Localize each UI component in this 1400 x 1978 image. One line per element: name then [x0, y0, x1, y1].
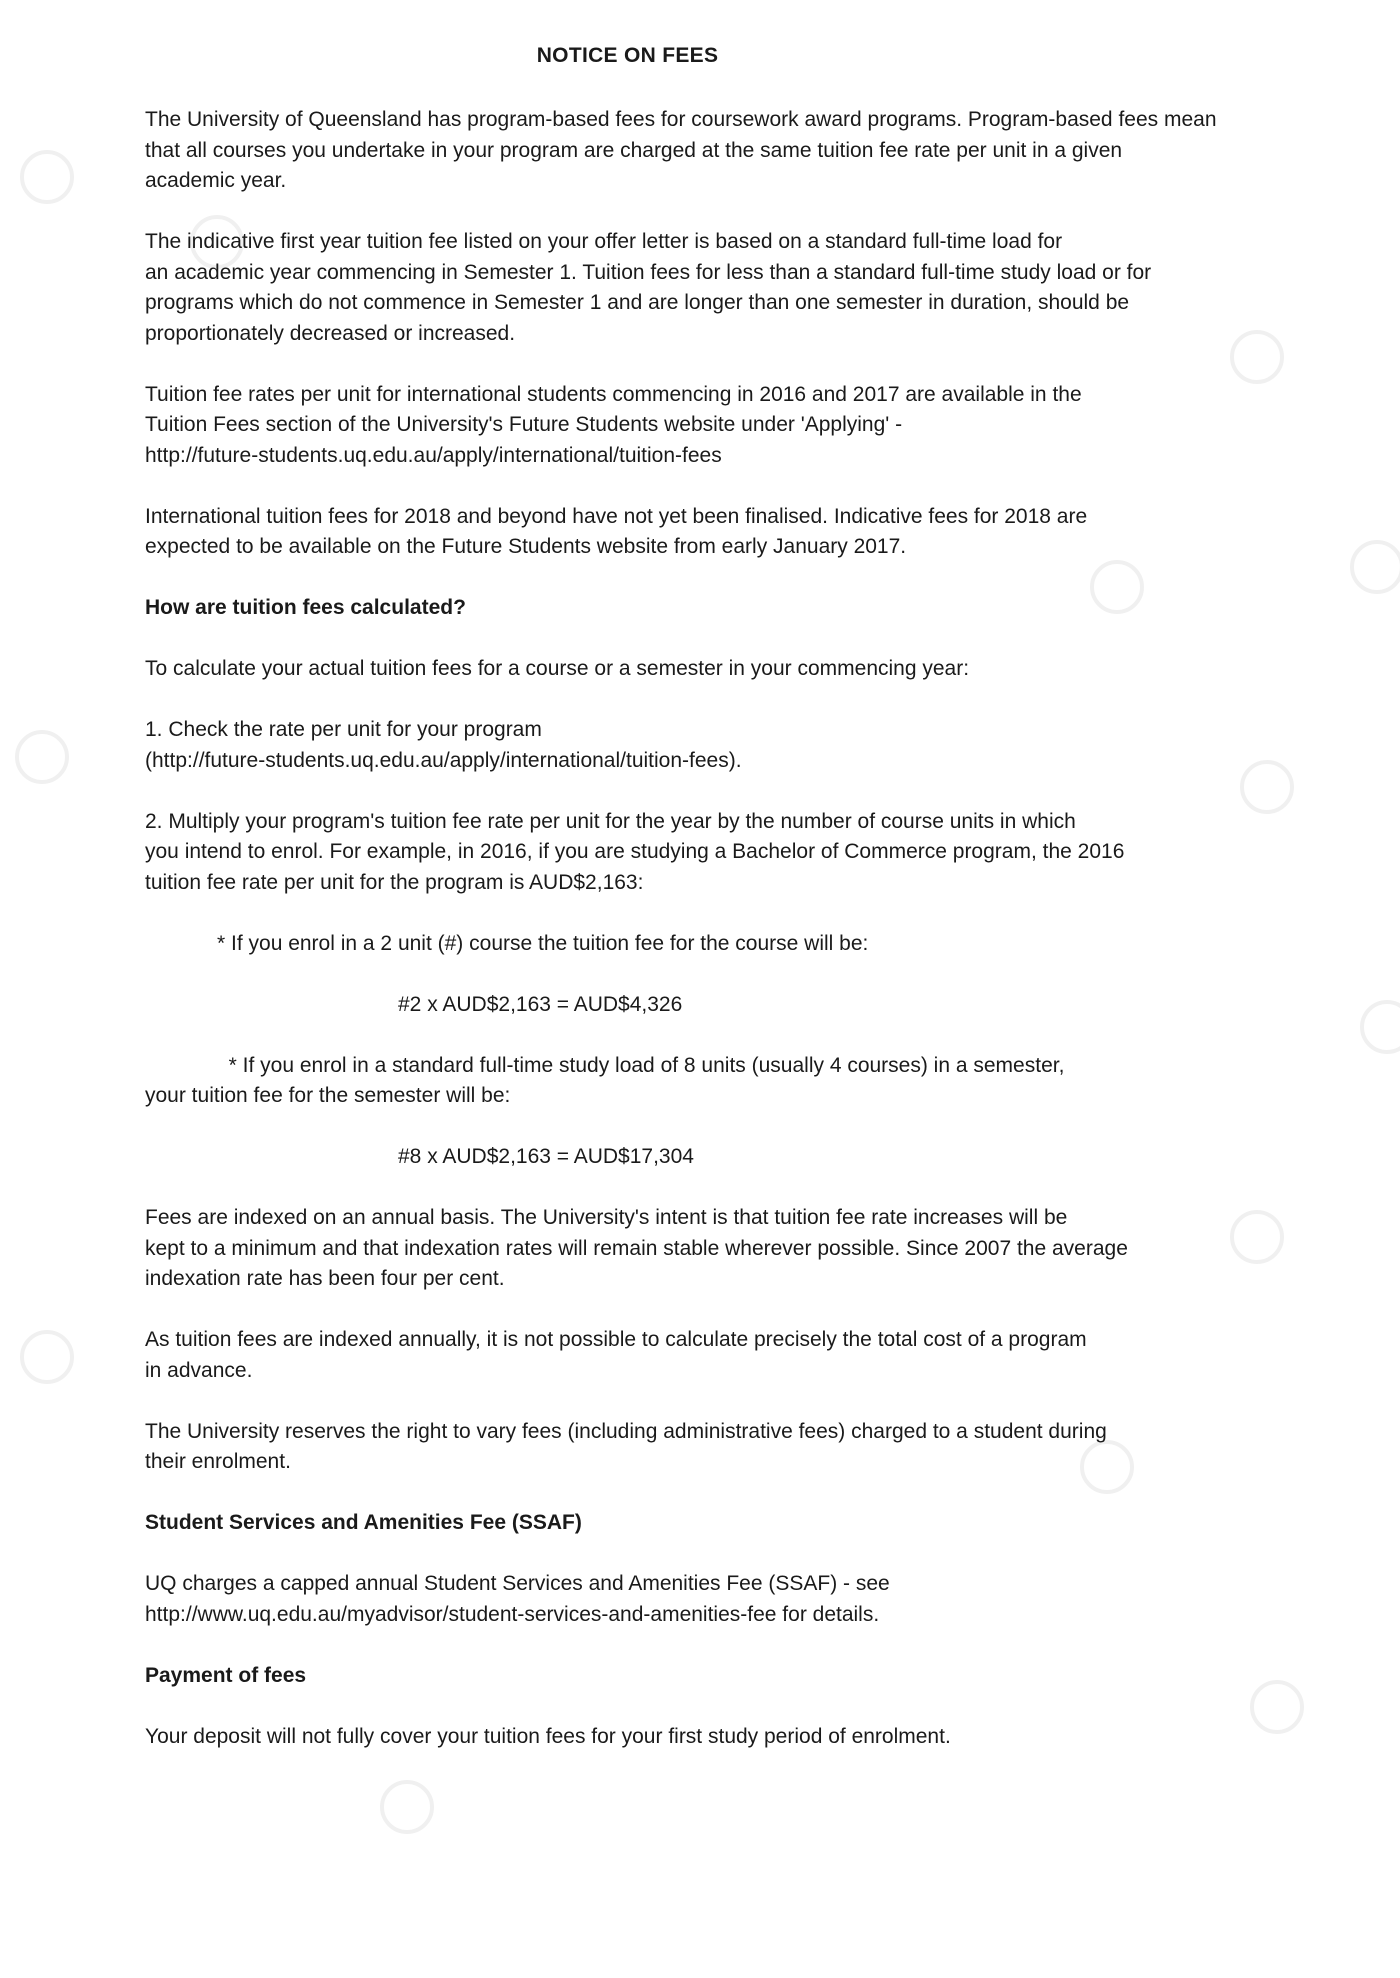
heading-payment: Payment of fees	[145, 1663, 307, 1687]
paragraph-indexation: Fees are indexed on an annual basis. The University's intent is that tuition fee rate increases will be kept to a minimum and that indexation rates will remain stable wherever possible. Since 2007 the average indexation rate has been four per cent.	[145, 1206, 1128, 1290]
watermark-seal-icon	[380, 1780, 434, 1834]
example-equation-2-units: #2 x AUD$2,163 = AUD$4,326	[398, 992, 683, 1016]
paragraph-deposit: Your deposit will not fully cover your tuition fees for your first study period of enrolment.	[145, 1724, 951, 1748]
step-2-multiply: 2. Multiply your program's tuition fee rate per unit for the year by the number of course units in which you intend to enrol. For example, in 2016, if you are studying a Bachelor of Commerce program, the 2016 tuition fee rate per unit for the program is AUD$2,163:	[145, 809, 1125, 894]
example-bullet-full-time-line1: * If you enrol in a standard full-time study load of 8 units (usually 4 courses) in a semester,	[217, 1053, 1065, 1077]
heading-ssaf: Student Services and Amenities Fee (SSAF)	[145, 1511, 582, 1534]
document-body	[145, 105, 1355, 1783]
paragraph-future-fees: International tuition fees for 2018 and beyond have not yet been finalised. Indicative fees for 2018 are expected to be available on the Future Students website from early January 2017.	[145, 504, 1088, 558]
paragraph-fee-structure: The University of Queensland has program-based fees for coursework award programs. Program-based fees mean that all courses you undertake in your program are charged at the same tuition fee rate per unit in a given academic year.	[145, 108, 1217, 192]
heading-calculation: How are tuition fees calculated?	[145, 596, 466, 619]
paragraph-fee-rates: Tuition fee rates per unit for international students commencing in 2016 and 2017 are available in the Tuition Fees section of the University's Future Students website under 'Applying' - http://future-students.uq.edu.au/apply/international/tuition-fees	[145, 382, 1082, 467]
paragraph-calc-intro: To calculate your actual tuition fees for a course or a semester in your commencing year:	[145, 657, 970, 680]
watermark-seal-icon	[20, 1330, 74, 1384]
paragraph-right-to-vary: The University reserves the right to vary fees (including administrative fees) charged to a student during their enrolment.	[145, 1419, 1107, 1473]
example-bullet-full-time	[145, 1051, 1355, 1112]
document-title: NOTICE ON FEES	[536, 44, 719, 67]
example-equation-8-units: #8 x AUD$2,163 = AUD$17,304	[398, 1145, 694, 1168]
step-1-check-rate: 1. Check the rate per unit for your program (http://future-students.uq.edu.au/apply/international/tuition-fees).	[145, 718, 742, 772]
watermark-seal-icon	[20, 150, 74, 204]
example-bullet-2-units: * If you enrol in a 2 unit (#) course the tuition fee for the course will be:	[217, 931, 869, 955]
paragraph-total-cost: As tuition fees are indexed annually, it is not possible to calculate precisely the total cost of a program in advance.	[145, 1328, 1087, 1382]
watermark-seal-icon	[15, 730, 69, 784]
example-bullet-full-time-line2: your tuition fee for the semester will be:	[145, 1084, 511, 1107]
watermark-seal-icon	[1360, 1000, 1400, 1054]
paragraph-ssaf: UQ charges a capped annual Student Services and Amenities Fee (SSAF) - see http://www.uq.edu.au/myadvisor/student-services-and-amenities-fee for details.	[145, 1572, 890, 1626]
paragraph-indicative-fee: The indicative first year tuition fee listed on your offer letter is based on a standard full-time load for an academic year commencing in Semester 1. Tuition fees for less than a standard full-time study load or for programs which do not commence in Semester 1 and are longer than one semester in duration, should be proportionately decreased or increased.	[145, 230, 1152, 345]
watermark-seal-icon	[1350, 540, 1400, 594]
